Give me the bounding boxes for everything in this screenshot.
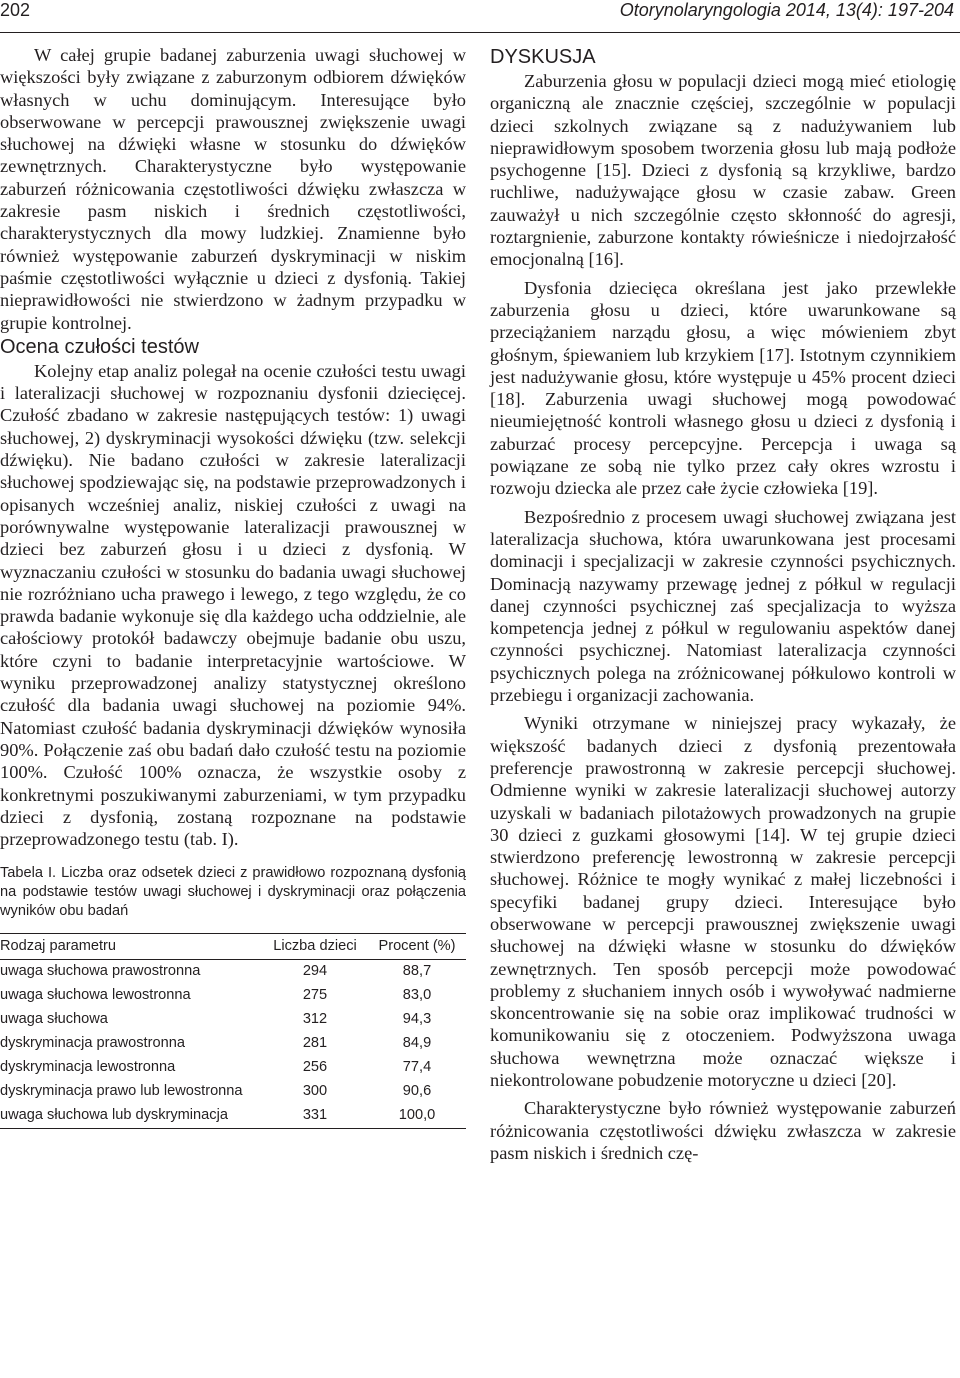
table-header-percent: Procent (%): [368, 934, 466, 960]
running-header: [0, 0, 960, 33]
table-header-count: Liczba dzieci: [262, 934, 368, 960]
table-cell-percent: 77,4: [402, 1059, 432, 1076]
table-cell-parameter: dyskryminacja lewostronna: [0, 1059, 176, 1076]
table-row: [0, 1032, 466, 1056]
table-cell-parameter: uwaga słuchowa lewostronna: [0, 987, 191, 1004]
discussion-paragraph-3: Bezpośrednio z procesem uwagi słuchowej związana jest lateralizacja słuchowa, która uwarunkowana jest procesami dominacji i specjalizacji w zakresie czynności psychicznych. Dominacją nazywamy przewagę jednej z półkul w regulacji danej czynności psychicznej zaś specjalizacja to wyższa kompetencja jednej z półkul w regulowaniu aspektów danej czynności psychicznej. Natomiast lateralizacja czynności psychicznych polega na zróżnicowanej półkulowo kontroli w przebiegu i organizacji zachowania.: [490, 506, 956, 706]
table-cell-count: 331: [262, 1104, 368, 1129]
discussion-paragraph-4: Wyniki otrzymane w niniejszej pracy wykazały, że większość badanych dzieci z dysfonią prezentowała preferencje prawostronną w zakresie percepcji słuchowej. Odmienne wyniki w zakresie lateralizacji słuchowej autorzy uzyskali w badaniach pilotażowych prowadzonych na grupie 30 dzieci z guzkami głosowymi [14]. W tej grupie dzieci stwierdzono preferencję lewostronną w zakresie percepcji słuchowej. Różnice te mogły wynikać z małej liczebności i specyfiki badanej grupy dzieci. Interesujące było obserwowane w percepcji prawousznej zwiększenie uwagi słuchowej na dźwięki własne w stosunku do dźwięków zewnętrznych. Ten sposób percepcji może powodować problemy z słuchaniem innych osób i wywoływać nadmierne skoncentrowanie się na sobie oraz implikować trudności w komunikowaniu się z otoczeniem. Podwyższona uwaga słuchowa wewnętrzna może oznaczać większe i niekontrolowane pobudzenie motoryczne u dzieci [20].: [490, 713, 956, 1091]
table-caption: Tabela I. Liczba oraz odsetek dzieci z prawidłowo rozpoznaną dysfonią na podstawie testów uwagi słuchowej i dyskryminacji oraz połączenia wyników obu badań: [0, 865, 466, 920]
table-cell-parameter: uwaga słuchowa: [0, 1011, 108, 1028]
table-row: [0, 960, 466, 985]
table-row: [0, 1080, 466, 1104]
table-cell-count: 312: [302, 1011, 328, 1028]
table-cell-percent: 94,3: [402, 1011, 432, 1028]
left-column: [0, 44, 466, 1129]
table-row: [0, 984, 466, 1008]
table-row: [0, 1056, 466, 1080]
results-table: [0, 933, 466, 1129]
table-header-row: [0, 934, 466, 960]
sensitivity-paragraph: Kolejny etap analiz polegał na ocenie czułości testu uwagi i lateralizacji słuchowej w rozpoznaniu dysfonii dziecięcej. Czułość zbadano w zakresie następujących testów: 1) uwagi słuchowej, 2) dyskryminacji wysokości dźwięku (tzw. selekcji dźwięku). Nie badano czułości w zakresie lateralizacji słuchowej spodziewając się, na podstawie przeprowadzonych i opisanych wcześniej analiz, niskiej czułości z uwagi na porównywalne występowanie lateralizacji prawousznej w dzieci bez zaburzeń głosu i u dzieci z dysfonią. W wyznaczaniu czułości w stosunku do badania uwagi słuchowej nie rozróżniano ucha prawego i lewego, z tego względu, że co prawda badanie wykonuje się dla każdego ucha oddzielnie, ale całościowy protokół badawczy obejmuje badanie obu uszu, które czyni to badanie interpretacyjnie wartościowe. W wyniku przeprowadzonej analizy statystycznej określono czułość dla badania uwagi słuchowej na poziomie 94%. Natomiast czułość badania dyskryminacji dźwięków wynosiła 90%. Połączenie zaś obu badań dało czułość testu na poziomie 100%. Czułość 100% oznacza, że wszystkie osoby z konkretnymi poszukiwanymi zaburzeniami, w tym przypadku dzieci z dysfonią, zostaną rozpoznane na podstawie przeprowadzonego testu (tab. I).: [0, 360, 466, 850]
table-cell-count: 294: [302, 963, 328, 980]
right-column: [490, 44, 956, 1164]
table-cell-percent: 90,6: [402, 1083, 432, 1100]
table-cell-percent: 88,7: [402, 963, 432, 980]
table-cell-count: 281: [302, 1035, 328, 1052]
section-heading-discussion: DYSKUSJA: [490, 46, 596, 68]
table-header-parameter: Rodzaj parametru: [0, 934, 262, 960]
table-cell-parameter: dyskryminacja prawostronna: [0, 1035, 185, 1052]
table-row: [0, 1008, 466, 1032]
table-cell-percent: 100,0: [368, 1104, 466, 1129]
table-cell-parameter: uwaga słuchowa prawostronna: [0, 963, 201, 980]
table-cell-parameter: dyskryminacja prawo lub lewostronna: [0, 1083, 243, 1100]
table-cell-count: 275: [302, 987, 328, 1004]
table-cell-percent: 83,0: [402, 987, 432, 1004]
page-number: 202: [0, 0, 31, 20]
table-cell-parameter: uwaga słuchowa lub dyskryminacja: [0, 1104, 262, 1129]
discussion-paragraph-5: Charakterystyczne było również występowanie zaburzeń różnicowania częstotliwości dźwięku zwłaszcza w zakresie pasm niskich i średnich czę-: [490, 1098, 956, 1163]
table-cell-count: 300: [302, 1083, 328, 1100]
table-cell-count: 256: [302, 1059, 328, 1076]
table-row: [0, 1104, 466, 1129]
discussion-paragraph-2: Dysfonia dziecięca określana jest jako przewlekłe zaburzenia głosu u dzieci, które uwarunkowane są przeciążaniem narządu głosu, a więc mówieniem zbyt głośnym, śpiewaniem lub krzykiem [17]. Istotnym czynnikiem jest nadużywanie głosu, które występuje u 45% procent dzieci [18]. Zaburzenia uwagi słuchowej mogą powodować nieumiejętność kontroli własnego głosu u dzieci z dysfonią i zaburzać procesy percepcyjne. Percepcja i uwaga są powiązane ze sobą nie tylko przez cały okres wzrostu i rozwoju dziecka ale przez całe życie człowieka [19].: [490, 277, 956, 499]
results-paragraph: W całej grupie badanej zaburzenia uwagi słuchowej w większości były związane z zaburzonym odbiorem dźwięków własnych w uchu dominującym. Interesujące było obserwowane w percepcji prawousznej zwiększenie uwagi słuchowej na dźwięki własne w stosunku do dźwięków zewnętrznych. Charakterystyczne było występowanie zaburzeń różnicowania częstotliwości dźwięku zwłaszcza w zakresie pasm niskich i średnich częstotliwości, charakterystycznych dla mowy ludzkiej. Znamienne było również występowanie zaburzeń dyskryminacji w niskim paśmie częstotliwości wyłącznie u dzieci z dysfonią. Takiej nieprawidłowości nie stwierdzono w żadnym przypadku w grupie kontrolnej.: [0, 45, 466, 333]
journal-reference: Otorynolaryngologia 2014, 13(4): 197-204: [619, 0, 954, 20]
section-heading-sensitivity: Ocena czułości testów: [0, 335, 199, 358]
discussion-paragraph-1: Zaburzenia głosu w populacji dzieci mogą mieć etiologię organiczną ale znacznie częściej, szczególnie w populacji dzieci szkolnych związane są z nadużywaniem lub nieprawidłowym sposobem tworzenia głosu lub mają podłoże psychogenne [15]. Dzieci z dysfonią są krzykliwe, bardzo ruchliwe, nadużywające głosu w czasie zabaw. Green zauważył u nich szczególnie często skłonność do agresji, roztargnienie, zaburzone kontakty rówieśnicze i niedojrzałość emocjonalną [16].: [490, 71, 956, 270]
table-cell-percent: 84,9: [402, 1035, 432, 1052]
